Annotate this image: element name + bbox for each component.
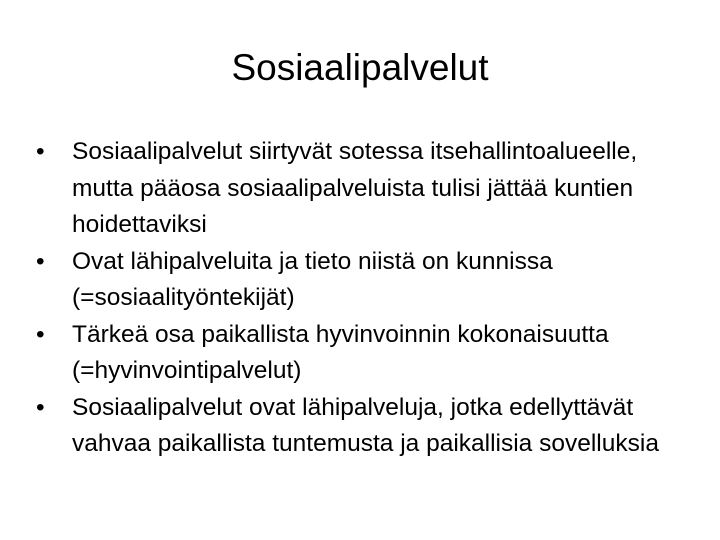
bullet-item: [36, 134, 676, 244]
bullet-item: [36, 317, 676, 390]
bullet-dot-icon: •: [36, 138, 45, 165]
bullet-text: Tärkeä osa paikallista hyvinvoinnin kokonaisuutta (=hyvinvointipalvelut): [72, 320, 609, 384]
bullet-text: Sosiaalipalvelut siirtyvät sotessa itsehallintoalueelle, mutta pääosa sosiaalipalveluista tulisi jättää kuntien hoidettaviksi: [72, 138, 638, 238]
slide-title: Sosiaalipalvelut: [231, 47, 489, 88]
bullet-dot-icon: •: [36, 320, 45, 348]
bullet-dot-icon: •: [36, 393, 45, 421]
bullet-text: Ovat lähipalveluita ja tieto niistä on kunnissa (=sosiaalityöntekijät): [72, 247, 553, 311]
bullet-dot-icon: •: [36, 247, 45, 275]
bullet-item: [36, 390, 676, 463]
bullet-list: [36, 134, 676, 463]
bullet-text: Sosiaalipalvelut ovat lähipalveluja, jotka edellyttävät vahvaa paikallista tuntemusta ja paikallisia sovelluksia: [72, 393, 659, 457]
bullet-item: [36, 244, 676, 317]
